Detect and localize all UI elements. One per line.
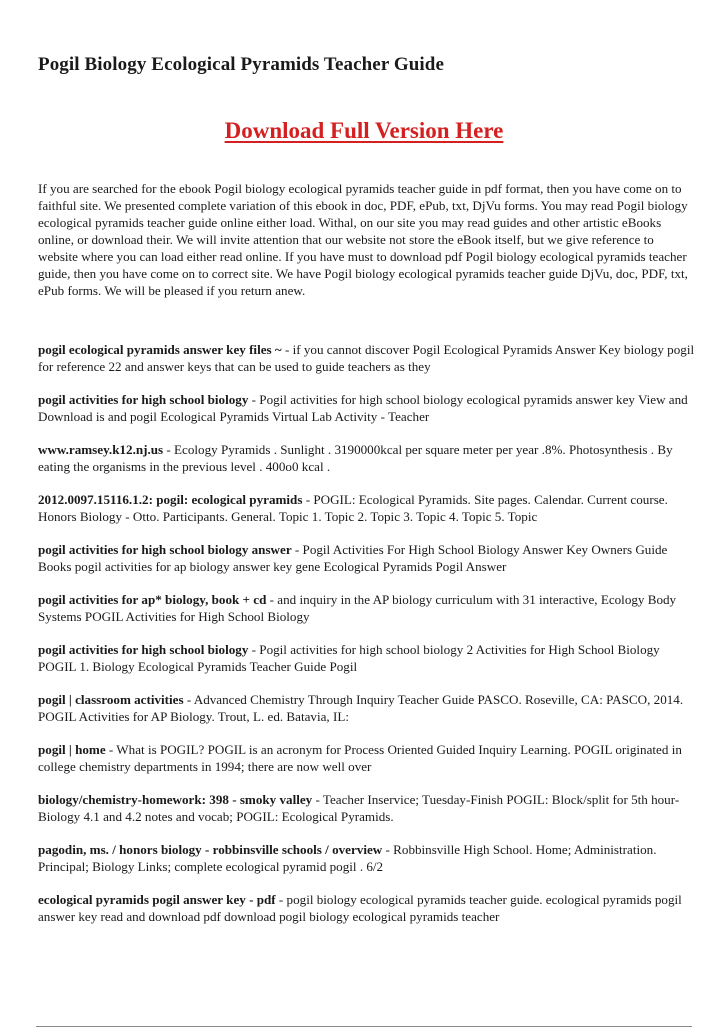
result-snippet: - Advanced Chemistry Through Inquiry Teacher Guide PASCO. Roseville, CA: PASCO, 2014. POGIL Activities for AP Biology. Trout, L. ed. Batavia, IL: [38,692,684,724]
result-snippet: - pogil biology ecological pyramids teacher guide. ecological pyramids pogil answer key read and download pdf download pogil biology ecological pyramids teacher [38,892,682,924]
result-link[interactable]: biology/chemistry-homework: 398 - smoky valley [38,792,313,807]
result-snippet: - Pogil Activities For High School Biology Answer Key Owners Guide Books pogil activities for ap biology answer key gene Ecological Pyramids Pogil Answer [38,542,668,574]
result-link[interactable]: pogil | home [38,742,106,757]
result-link[interactable]: www.ramsey.k12.nj.us [38,442,164,457]
result-entry [38,391,698,425]
result-entry [38,791,698,825]
result-entry [38,341,698,375]
result-snippet: - Ecology Pyramids . Sunlight . 3190000kcal per square meter per year .8%. Photosynthesis . By eating the organisms in the previous level . 400o0 kcal . [38,442,673,474]
footer-divider [36,1026,692,1027]
result-entry [38,691,698,725]
download-full-version-link[interactable]: Download Full Version Here [224,118,504,143]
result-entry [38,641,698,675]
result-entry [38,841,698,875]
result-link[interactable]: pogil | classroom activities [38,692,184,707]
result-entry [38,441,698,475]
result-snippet: - Pogil activities for high school biology ecological pyramids answer key View and Download is and pogil Ecological Pyramids Virtual Lab Activity - Teacher [38,392,688,424]
result-link[interactable]: pogil activities for high school biology [38,392,249,407]
result-entry [38,541,698,575]
result-link[interactable]: ecological pyramids pogil answer key - pdf [38,892,276,907]
result-link[interactable]: pogil ecological pyramids answer key files ~ [38,342,282,357]
result-snippet: - Pogil activities for high school biology 2 Activities for High School Biology POGIL 1. Biology Ecological Pyramids Teacher Guide Pogil [38,642,660,674]
result-snippet: - Robbinsville High School. Home; Administration. Principal; Biology Links; complete ecological pyramid pogil . 6/2 [38,842,657,874]
result-entry [38,491,698,525]
result-snippet: - POGIL: Ecological Pyramids. Site pages. Calendar. Current course. Honors Biology - Otto. Participants. General. Topic 1. Topic 2. Topic 3. Topic 4. Topic 5. Topic [38,492,668,524]
result-snippet: - and inquiry in the AP biology curriculum with 31 interactive, Ecology Body Systems POGIL Activities for High School Biology [38,592,677,624]
result-snippet: - What is POGIL? POGIL is an acronym for Process Oriented Guided Inquiry Learning. POGIL originated in college chemistry departments in 1994; there are now well over [38,742,682,774]
page-title: Pogil Biology Ecological Pyramids Teacher Guide [38,54,444,75]
result-link[interactable]: pogil activities for high school biology [38,642,249,657]
result-link[interactable]: pagodin, ms. / honors biology - robbinsville schools / overview [38,842,383,857]
intro-paragraph: If you are searched for the ebook Pogil biology ecological pyramids teacher guide in pdf format, then you have come on to faithful site. We presented complete variation of this ebook in doc, PDF, ePub, txt, DjVu forms. You may read Pogil biology ecological pyramids teacher guide online either load. Withal, on our site you may read guides and other artistic eBooks online, or download their. We will invite attention that our website not store the eBook itself, but we give reference to website where you can load either read online. If you have must to download pdf Pogil biology ecological pyramids teacher guide, then you have come on to correct site. We have Pogil biology ecological pyramids teacher guide DjVu, doc, PDF, txt, ePub forms. We will be pleased if you return anew. [38,181,688,298]
result-snippet: - Teacher Inservice; Tuesday-Finish POGIL: Block/split for 5th hour-Biology 4.1 and 4.2 notes and vocab; POGIL: Ecological Pyramids. [38,792,680,824]
result-link[interactable]: pogil activities for high school biology answer [38,542,292,557]
result-entry [38,891,698,925]
result-snippet: - if you cannot discover Pogil Ecological Pyramids Answer Key biology pogil for reference 22 and answer keys that can be used to guide teachers as they [38,342,695,374]
result-entry [38,591,698,625]
result-link[interactable]: pogil activities for ap* biology, book + cd [38,592,267,607]
search-results-list [38,341,698,941]
result-entry [38,741,698,775]
result-link[interactable]: 2012.0097.15116.1.2: pogil: ecological pyramids [38,492,303,507]
